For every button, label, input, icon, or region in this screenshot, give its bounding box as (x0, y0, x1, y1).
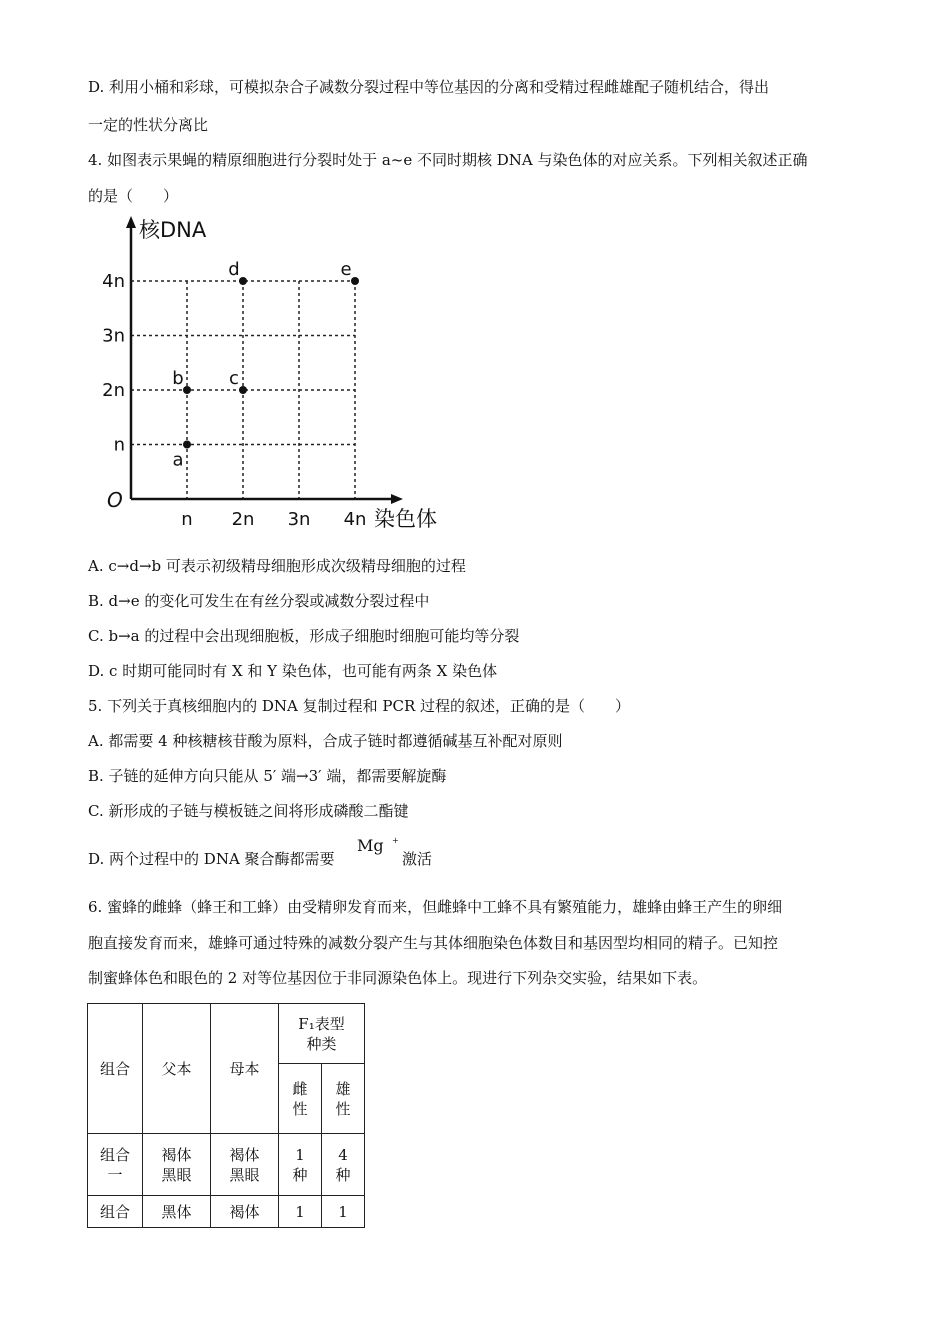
header-male-text: 雄性 (335, 1079, 351, 1118)
table-row (88, 1134, 365, 1196)
y-tick-label: 2n (102, 380, 125, 401)
x-tick-label: 4n (343, 509, 367, 530)
option-4d-text-line1: D. 利用小桶和彩球，可模拟杂合子减数分裂过程中等位基因的分离和受精过程雌雄配子随机结合，得出 (88, 78, 770, 96)
mg-charge: + (392, 836, 399, 845)
header-group: 组合 (88, 1004, 143, 1134)
row1-male (322, 1134, 365, 1196)
y-tick-label: 3n (102, 325, 125, 347)
row2-mother: 褐体 (211, 1196, 279, 1228)
dna-chromosome-chart (100, 212, 460, 542)
mg-symbol: Mg (357, 836, 384, 855)
question-5-stem: 5. 下列关于真核细胞内的 DNA 复制过程和 PCR 过程的叙述，正确的是（ ） (88, 697, 631, 715)
point-label-c: c (229, 368, 239, 389)
cross-experiment-table (87, 1003, 365, 1228)
header-female-text: 雌性 (292, 1079, 308, 1118)
table-row (88, 1196, 365, 1228)
x-tick-label: n (181, 509, 193, 530)
row2-group: 组合 (88, 1196, 143, 1228)
data-point-a (183, 441, 191, 449)
question-4-stem-line2: 的是（ ） (88, 187, 179, 205)
row2-male: 1 (322, 1196, 365, 1228)
point-label-e: e (340, 259, 352, 280)
question-4-option-c: C. b→a 的过程中会出现细胞板，形成子细胞时细胞可能均等分裂 (88, 627, 520, 645)
origin-label: O (107, 488, 123, 512)
header-f1 (279, 1004, 365, 1064)
row1-group (88, 1134, 143, 1196)
row1-father-text: 褐体黑眼 (161, 1145, 192, 1184)
data-point-b (183, 386, 191, 394)
header-female (279, 1064, 322, 1134)
question-4-option-b: B. d→e 的变化可发生在有丝分裂或减数分裂过程中 (88, 592, 430, 610)
x-axis-label: 染色体 (374, 507, 437, 531)
question-5-option-d-end: 激活 (402, 850, 433, 868)
row2-father: 黑体 (143, 1196, 211, 1228)
question-5-option-d: D. 两个过程中的 DNA 聚合酶都需要 (88, 850, 335, 868)
x-tick-label: 3n (287, 509, 311, 530)
y-axis-label: 核DNA (139, 218, 207, 242)
row1-female (279, 1134, 322, 1196)
data-point-d (239, 277, 247, 285)
question-6-stem-line3: 制蜜蜂体色和眼色的 2 对等位基因位于非同源染色体上。现进行下列杂交实验，结果如下表。 (88, 969, 708, 987)
row1-father (143, 1134, 211, 1196)
x-tick-label: 2n (231, 509, 255, 530)
x-axis-arrow (391, 494, 403, 504)
row1-group-text: 组合一 (99, 1145, 130, 1184)
option-4d-text-line2: 一定的性状分离比 (88, 116, 209, 134)
y-axis-arrow (126, 216, 136, 228)
question-4-stem-line1: 4. 如图表示果蝇的精原细胞进行分裂时处于 a~e 不同时期核 DNA 与染色体的对应关系。下列相关叙述正确 (88, 151, 808, 169)
question-5-option-b: B. 子链的延伸方向只能从 5′ 端→3′ 端，都需要解旋酶 (88, 767, 447, 785)
question-4-option-d: D. c 时期可能同时有 X 和 Y 染色体，也可能有两条 X 染色体 (88, 662, 498, 680)
point-label-a: a (172, 449, 184, 471)
point-label-d: d (228, 259, 240, 280)
row1-male-text: 4种 (335, 1145, 351, 1184)
row2-female: 1 (279, 1196, 322, 1228)
row1-female-text: 1种 (292, 1145, 308, 1184)
y-tick-label: 4n (102, 271, 125, 292)
point-label-b: b (172, 368, 184, 389)
header-mother: 母本 (211, 1004, 279, 1134)
row1-mother (211, 1134, 279, 1196)
question-4-option-a: A. c→d→b 可表示初级精母细胞形成次级精母细胞的过程 (88, 557, 466, 575)
header-male (322, 1064, 365, 1134)
header-father: 父本 (143, 1004, 211, 1134)
question-6-stem-line2: 胞直接发育而来，雄蜂可通过特殊的减数分裂产生与其体细胞染色体数目和基因型均相同的精子。已知控 (88, 934, 779, 952)
data-point-c (239, 386, 247, 394)
header-f1-text: F₁表型种类 (298, 1014, 345, 1053)
y-tick-label: n (113, 434, 125, 456)
row1-mother-text: 褐体黑眼 (229, 1145, 260, 1184)
question-5-option-a: A. 都需要 4 种核糖核苷酸为原料，合成子链时都遵循碱基互补配对原则 (88, 732, 563, 750)
data-point-e (351, 277, 359, 285)
question-6-stem-line1: 6. 蜜蜂的雌蜂（蜂王和工蜂）由受精卵发育而来，但雌蜂中工蜂不具有繁殖能力，雄蜂由蜂王产生的卵细 (88, 898, 783, 916)
question-5-option-c: C. 新形成的子链与模板链之间将形成磷酸二酯键 (88, 802, 409, 820)
